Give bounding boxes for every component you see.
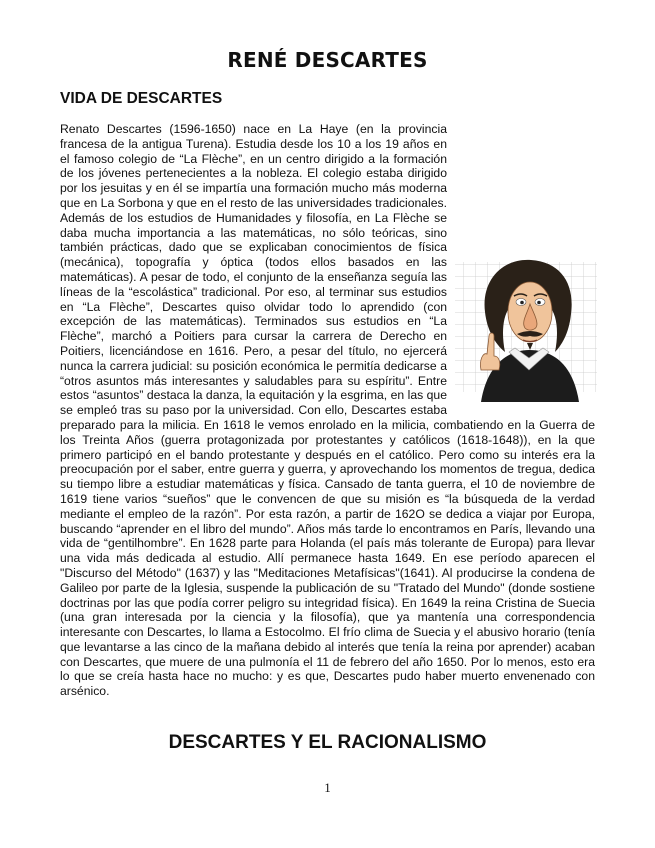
body-paragraph-text: Renato Descartes (1596-1650) nace en La Haye (en la provincia francesa de la antigua Turena). Estudia desde los 10 a los 19 años en el famoso colegio de “La Flèche”, en un centro dirigido a la formación de los jóvenes pertenecientes a la nobleza. El colegio estaba dirigido por los jesuitas y en él se impartía una formación mucho más moderna que en La Sorbona y que en el resto de las universidades tradicionales. Además de los estudios de Humanidades y filosofía, en La Flèche se daba mucha importancia a las matemáticas, no sólo teóricas, sino también prácticas, dado que se explicaban conocimientos de física (mecánica), topografía y óptica (todos ellos basados en las matemáticas). A pesar de todo, el conjunto de la enseñanza seguía las líneas de la “escolástica” tradicional. Por eso, al terminar sus estudios en “La Flèche”, Descartes quiso olvidar todo lo aprendido (con excepción de las matemáticas). Terminados sus estudios en “La Flèche”, marchó a Poitiers para cursar la carrera de Derecho en Poitiers, licenciándose en 1616. Pero, a pesar del título, no ejercerá nunca la carrera judicial: su posición económica le permitía dedicarse a “otros asuntos más interesantes y saludables para su espíritu”. Entre estos “asuntos” destaca la danza, la equitación y la esgrima, en las que se empleó tras su paso por la universidad. Con ello, Descartes estaba preparado para la milicia. En 1618 le vemos enrolado en la milicia, combatiendo en la Guerra de los Treinta Años (guerra protagonizada por protestantes y católicos (1618-1648)), en la que primero participó en el bando protestante y después en el católico. Pero como su interés era la preocupación por el saber, entre guerra y guerra, y aprovechando los momentos de tregua, dedica su tiempo libre a estudiar matemáticas y física. Cansado de tanta guerra, el 10 de noviembre de 1619 tiene varios “sueños” que le convencen de que su misión es “la búsqueda de la verdad mediante el empleo de la razón”. Por esta razón, a partir de 162O se dedica a viajar por Europa, buscando “aprender en el libro del mundo”. Años más tarde lo encontramos en París, llevando una vida de “gentilhombre”. En 1628 parte para Holanda (el país más tolerante de Europa) para llevar una vida más dedicada al estudio. Allí permanece hasta 1649. En ese período aparecen el "Discurso del Método" (1637) y las "Meditaciones Metafísicas"(1641). Al producirse la condena de Galileo por parte de la Iglesia, suspende la publicación de su "Tratado del Mundo" (donde sostiene doctrinas por las que podía correr peligro su integridad física). En 1649 la reina Cristina de Suecia (una gran interesada por la ciencia y la filosofía), que ya mantenía una correspondencia interesante con Descartes, lo llama a Estocolmo. El frío clima de Suecia y el abusivo horario (tenía que levantarse a las cinco de la mañana debido al interés que tenía la reina por aprender) acaban con Descartes, que muere de una pulmonía el 11 de febrero del año 1650. Por lo menos, esto era lo que se creía hasta hace no mucho: y es que, Descartes pudo haber muerto envenenado con arsénico. — [60, 122, 595, 699]
section-heading: VIDA DE DESCARTES — [60, 90, 223, 107]
page-title: RENÉ DESCARTES — [227, 48, 428, 72]
body-paragraph — [60, 122, 595, 699]
portrait-caricature-icon — [451, 252, 601, 402]
page-number: 1 — [324, 780, 331, 795]
descartes-caricature-image — [451, 252, 601, 402]
section-heading-racionalismo: DESCARTES Y EL RACIONALISMO — [168, 732, 487, 753]
